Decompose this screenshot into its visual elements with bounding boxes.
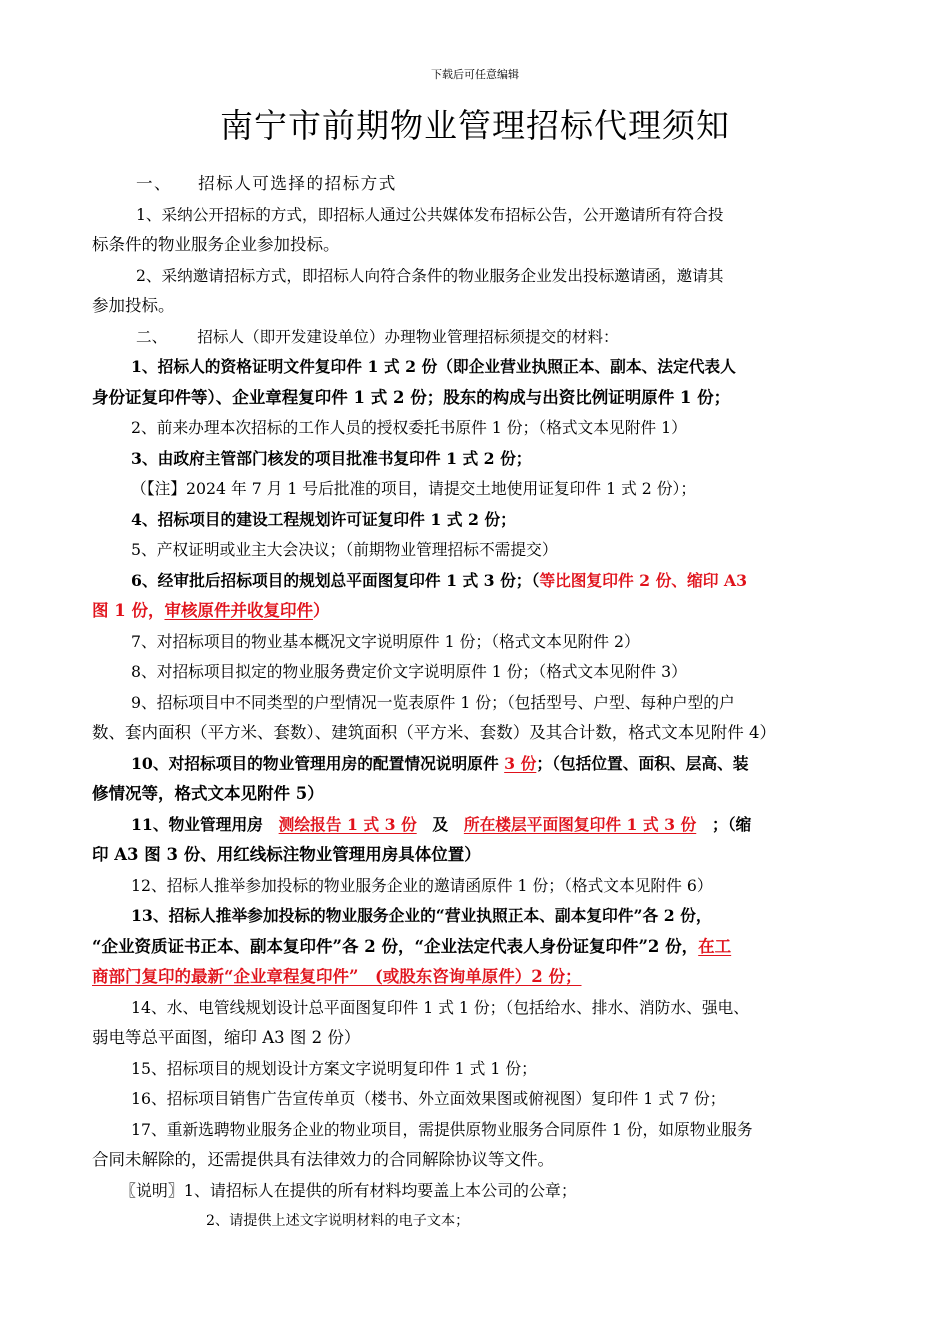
item-11-line-1 [131, 813, 906, 837]
header-note: 下载后可任意编辑 [431, 68, 519, 81]
section-2-number: 二、 [136, 328, 168, 346]
item-10-text-2: ；（包括位置、面积、层高、装 [536, 754, 749, 773]
item-17-line-2: 合同未解除的，还需提供具有法律效力的合同解除协议等文件。 [92, 1150, 554, 1169]
item-6-line-1 [131, 569, 906, 593]
item-4: 4、招标项目的建设工程规划许可证复印件 1 式 2 份； [131, 510, 516, 529]
item-12: 12、招标人推举参加投标的物业服务企业的邀请函原件 1 份；（格式文本见附件 6） [131, 876, 713, 895]
item-6-text: 6、经审批后招标项目的规划总平面图复印件 1 式 3 份；（ [131, 571, 540, 590]
item-1-line-1: 1、招标人的资格证明文件复印件 1 式 2 份（即企业营业执照正本、副本、法定代表人 [131, 357, 736, 376]
section-1-number: 一、 [136, 174, 173, 193]
item-10-line-2: 修情况等，格式文本见附件 5） [92, 784, 324, 803]
note-1: 〖说明〗1、请招标人在提供的所有材料均要盖上本公司的公章； [120, 1181, 577, 1200]
section-1-heading [136, 172, 911, 196]
item-3-note: （【注】2024 年 7 月 1 号后批准的项目，请提交土地使用证复印件 1 式 2 份）； [131, 479, 697, 498]
section-1-item-1-line-2: 标条件的物业服务企业参加投标。 [92, 235, 340, 254]
item-14-line-1: 14、水、电管线规划设计总平面图复印件 1 式 1 份；（包括给水、排水、消防水、强电、 [131, 998, 749, 1017]
item-14-line-2: 弱电等总平面图，缩印 A3 图 2 份） [92, 1028, 361, 1047]
item-11-text-2: ；（缩 [696, 815, 752, 834]
section-2-title: 招标人（即开发建设单位）办理物业管理招标须提交的材料： [197, 328, 619, 346]
item-11-line-2: 印 A3 图 3 份、用红线标注物业管理用房具体位置） [92, 845, 481, 864]
section-1-title: 招标人可选择的招标方式 [198, 174, 397, 193]
item-13-line-2 [92, 935, 867, 959]
item-15: 15、招标项目的规划设计方案文字说明复印件 1 式 1 份； [131, 1059, 537, 1078]
item-11-and: 及 [416, 815, 464, 834]
item-6-line-2 [92, 599, 867, 623]
item-10-text: 10、对招标项目的物业管理用房的配置情况说明原件 [131, 754, 505, 773]
item-6-close: ） [312, 601, 330, 620]
page-title: 南宁市前期物业管理招标代理须知 [220, 106, 730, 145]
item-17-line-1: 17、重新选聘物业服务企业的物业项目，需提供原物业服务合同原件 1 份，如原物业服务 [131, 1120, 753, 1139]
section-2-heading [136, 325, 911, 349]
item-11-red-report: 测绘报告 1 式 3 份 [278, 815, 417, 834]
item-9-line-2: 数、套内面积（平方米、套数）、建筑面积（平方米、套数）及其合计数，格式文本见附件 4） [92, 723, 776, 742]
item-13-line-3: 商部门复印的最新“企业章程复印件” (或股东咨询单原件）2 份； [92, 967, 582, 986]
section-1-item-2-line-1: 2、采纳邀请招标方式，即招标人向符合条件的物业服务企业发出投标邀请函，邀请其 [136, 267, 724, 285]
item-10-red-count: 3 份 [504, 754, 537, 773]
item-6-red-text: 等比图复印件 2 份、缩印 A3 [539, 571, 748, 590]
item-6-red-text-2: 图 1 份， [92, 601, 165, 620]
item-7: 7、对招标项目的物业基本概况文字说明原件 1 份；（格式文本见附件 2） [131, 632, 640, 651]
section-1-item-1-line-1: 1、采纳公开招标的方式，即招标人通过公共媒体发布招标公告，公开邀请所有符合投 [136, 206, 724, 224]
item-1-line-2: 身份证复印件等）、企业章程复印件 1 式 2 份；股东的构成与出资比例证明原件 1 份； [92, 388, 731, 407]
item-13-text: “企业资质证书正本、副本复印件”各 2 份，“企业法定代表人身份证复印件”2 份， [92, 937, 699, 956]
item-9-line-1: 9、招标项目中不同类型的户型情况一览表原件 1 份；（包括型号、户型、每种户型的户 [131, 693, 735, 712]
item-3: 3、由政府主管部门核发的项目批准书复印件 1 式 2 份； [131, 449, 532, 468]
item-13-red-text: 在工 [698, 937, 732, 956]
item-11-red-floorplan: 所在楼层平面图复印件 1 式 3 份 [463, 815, 697, 834]
item-6-red-underlined: 审核原件并收复印件 [164, 601, 313, 620]
item-8: 8、对招标项目拟定的物业服务费定价文字说明原件 1 份；（格式文本见附件 3） [131, 662, 687, 681]
section-1-item-2-line-2: 参加投标。 [92, 296, 175, 315]
item-11-text: 11、物业管理用房 [131, 815, 279, 834]
item-2: 2、前来办理本次招标的工作人员的授权委托书原件 1 份；（格式文本见附件 1） [131, 418, 687, 437]
note-2: 2、请提供上述文字说明材料的电子文本； [206, 1213, 470, 1229]
item-16: 16、招标项目销售广告宣传单页（楼书、外立面效果图或俯视图）复印件 1 式 7 份； [131, 1089, 726, 1108]
item-10-line-1 [131, 752, 906, 776]
item-13-line-1: 13、招标人推举参加投标的物业服务企业的“营业执照正本、副本复印件”各 2 份， [131, 906, 712, 925]
item-5: 5、产权证明或业主大会决议；（前期物业管理招标不需提交） [131, 540, 558, 559]
